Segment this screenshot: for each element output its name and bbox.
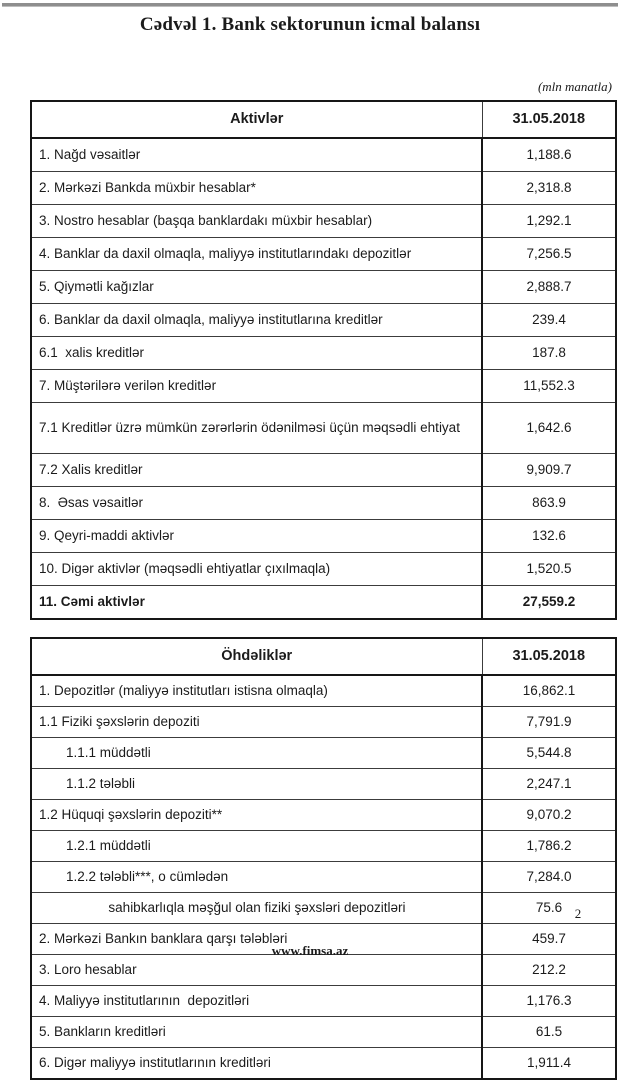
row-value: 1,911.4 xyxy=(482,1048,616,1080)
row-value: 2,318.8 xyxy=(482,172,616,205)
row-value: 2,888.7 xyxy=(482,271,616,304)
row-label: 1.2.2 tələbli***, o cümlədən xyxy=(31,862,482,893)
table-row xyxy=(31,205,616,238)
table-row xyxy=(31,862,616,893)
table-row xyxy=(31,138,616,172)
row-label: 4. Banklar da daxil olmaqla, maliyyə institutlarındakı depozitlər xyxy=(31,238,482,271)
row-label: 5. Qiymətli kağızlar xyxy=(31,271,482,304)
row-value: 5,544.8 xyxy=(482,738,616,769)
row-value: 9,909.7 xyxy=(482,454,616,487)
table-row xyxy=(31,707,616,738)
row-label: 2. Mərkəzi Bankın banklara qarşı tələbləri xyxy=(31,924,482,955)
row-value: 1,292.1 xyxy=(482,205,616,238)
row-value: 132.6 xyxy=(482,520,616,553)
row-value: 7,284.0 xyxy=(482,862,616,893)
table-row xyxy=(31,337,616,370)
row-value: 1,188.6 xyxy=(482,138,616,172)
row-label: 7.1 Kreditlər üzrə mümkün zərərlərin ödənilməsi üçün məqsədli ehtiyat xyxy=(31,403,482,454)
row-label: 9. Qeyri-maddi aktivlər xyxy=(31,520,482,553)
row-label: 2. Mərkəzi Bankda müxbir hesablar* xyxy=(31,172,482,205)
row-value: 1,520.5 xyxy=(482,553,616,586)
table-row xyxy=(31,893,616,924)
row-label: 8. Əsas vəsaitlər xyxy=(31,487,482,520)
row-label: 7. Müştərilərə verilən kreditlər xyxy=(31,370,482,403)
table-row xyxy=(31,675,616,707)
row-label: 3. Loro hesablar xyxy=(31,955,482,986)
row-value: 7,791.9 xyxy=(482,707,616,738)
row-value: 75.6 xyxy=(482,893,616,924)
row-value: 863.9 xyxy=(482,487,616,520)
liabilities-table xyxy=(30,637,617,1080)
row-value: 61.5 xyxy=(482,1017,616,1048)
table-row xyxy=(31,553,616,586)
table-row xyxy=(31,238,616,271)
row-value: 9,070.2 xyxy=(482,800,616,831)
liabilities-header-label: Öhdəliklər xyxy=(31,638,482,675)
row-value: 212.2 xyxy=(482,955,616,986)
table-row xyxy=(31,520,616,553)
row-label: 6.1 xalis kreditlər xyxy=(31,337,482,370)
row-value: 239.4 xyxy=(482,304,616,337)
row-label: 1. Nağd vəsaitlər xyxy=(31,138,482,172)
tables-area xyxy=(30,100,615,1080)
table-row xyxy=(31,738,616,769)
assets-table xyxy=(30,100,617,620)
unit-note: (mln manatla) xyxy=(537,79,612,94)
row-value: 2,247.1 xyxy=(482,769,616,800)
assets-header-date: 31.05.2018 xyxy=(482,101,616,138)
table-row xyxy=(31,586,616,620)
row-value: 16,862.1 xyxy=(482,675,616,707)
row-value: 187.8 xyxy=(482,337,616,370)
table-row xyxy=(31,370,616,403)
row-value: 11,552.3 xyxy=(482,370,616,403)
row-value: 27,559.2 xyxy=(482,586,616,620)
table-row xyxy=(31,1017,616,1048)
liabilities-header-date: 31.05.2018 xyxy=(482,638,616,675)
row-value: 1,786.2 xyxy=(482,831,616,862)
table-row xyxy=(31,487,616,520)
table-row xyxy=(31,986,616,1017)
table-row xyxy=(31,304,616,337)
assets-table-body xyxy=(31,138,616,619)
row-label: 6. Digər maliyyə institutlarının kreditləri xyxy=(31,1048,482,1080)
table-row xyxy=(31,831,616,862)
row-label: 1.2.1 müddətli xyxy=(31,831,482,862)
table-row xyxy=(31,769,616,800)
row-label: 1.1.2 tələbli xyxy=(31,769,482,800)
row-label: sahibkarlıqla məşğul olan fiziki şəxsləri depozitləri xyxy=(31,893,482,924)
row-value: 1,176.3 xyxy=(482,986,616,1017)
liabilities-header-row xyxy=(31,638,616,675)
row-label: 1. Depozitlər (maliyyə institutları istisna olmaqla) xyxy=(31,675,482,707)
table-row xyxy=(31,800,616,831)
table-row xyxy=(31,172,616,205)
row-label: 5. Bankların kreditləri xyxy=(31,1017,482,1048)
row-label: 1.2 Hüquqi şəxslərin depoziti** xyxy=(31,800,482,831)
table-row xyxy=(31,454,616,487)
row-label: 1.1.1 müddətli xyxy=(31,738,482,769)
row-value: 459.7 xyxy=(482,924,616,955)
liabilities-table-body xyxy=(31,675,616,1079)
row-label: 10. Digər aktivlər (məqsədli ehtiyatlar çıxılmaqla) xyxy=(31,553,482,586)
row-label: 1.1 Fiziki şəxslərin depoziti xyxy=(31,707,482,738)
row-label: 3. Nostro hesablar (başqa banklardakı müxbir hesablar) xyxy=(31,205,482,238)
header-rule xyxy=(2,3,618,7)
table-row xyxy=(31,271,616,304)
assets-header-row xyxy=(31,101,616,138)
row-label: 7.2 Xalis kreditlər xyxy=(31,454,482,487)
row-label: 4. Maliyyə institutlarının depozitləri xyxy=(31,986,482,1017)
row-label: 11. Cəmi aktivlər xyxy=(31,586,482,620)
assets-header-label: Aktivlər xyxy=(31,101,482,138)
row-label: 6. Banklar da daxil olmaqla, maliyyə institutlarına kreditlər xyxy=(31,304,482,337)
page-title: Cədvəl 1. Bank sektorunun icmal balansı xyxy=(139,14,481,35)
row-value: 1,642.6 xyxy=(482,403,616,454)
footer-url: www.fimsa.az xyxy=(271,943,349,958)
page-number: 2 xyxy=(574,906,582,921)
table-row xyxy=(31,1048,616,1080)
row-value: 7,256.5 xyxy=(482,238,616,271)
table-row xyxy=(31,403,616,454)
table-row xyxy=(31,955,616,986)
